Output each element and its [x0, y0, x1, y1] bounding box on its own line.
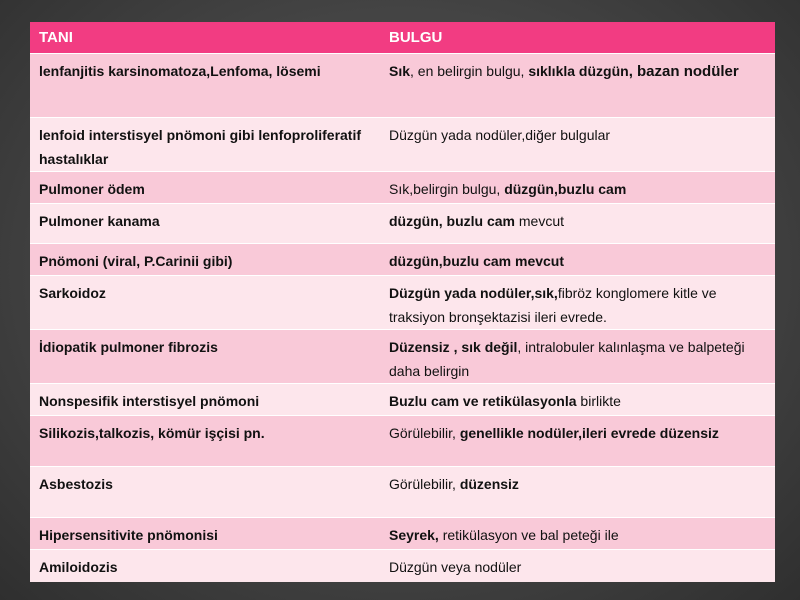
- finding-cell: Düzgün yada nodüler,diğer bulgular: [380, 118, 775, 172]
- header-diagnosis: TANI: [30, 22, 380, 54]
- table-row: [30, 276, 775, 330]
- diagnosis-cell: Silikozis,talkozis, kömür işçisi pn.: [30, 416, 380, 467]
- table-header-row: [30, 22, 775, 54]
- table-row: [30, 204, 775, 244]
- diagnosis-cell: Hipersensitivite pnömonisi: [30, 518, 380, 550]
- finding-cell: Düzensiz , sık değil, intralobuler kalınlaşma ve balpeteği daha belirgin: [380, 330, 775, 384]
- table-row: [30, 384, 775, 416]
- diagnosis-cell: İdiopatik pulmoner fibrozis: [30, 330, 380, 384]
- finding-cell: Buzlu cam ve retikülasyonla birlikte: [380, 384, 775, 416]
- table-row: [30, 244, 775, 276]
- finding-cell: düzgün,buzlu cam mevcut: [380, 244, 775, 276]
- finding-cell: Görülebilir, düzensiz: [380, 467, 775, 518]
- finding-cell: Seyrek, retikülasyon ve bal peteği ile: [380, 518, 775, 550]
- finding-cell: Görülebilir, genellikle nodüler,ileri evrede düzensiz: [380, 416, 775, 467]
- diagnosis-cell: Asbestozis: [30, 467, 380, 518]
- table-row: [30, 518, 775, 550]
- diagnosis-findings-table: [30, 22, 775, 582]
- diagnosis-cell: Nonspesifik interstisyel pnömoni: [30, 384, 380, 416]
- finding-cell: Düzgün veya nodüler: [380, 550, 775, 582]
- diagnosis-cell: Pulmoner ödem: [30, 172, 380, 204]
- table-row: [30, 172, 775, 204]
- table-row: [30, 416, 775, 467]
- table-row: [30, 118, 775, 172]
- finding-cell: düzgün, buzlu cam mevcut: [380, 204, 775, 244]
- diagnosis-cell: Pulmoner kanama: [30, 204, 380, 244]
- diagnosis-cell: Pnömoni (viral, P.Carinii gibi): [30, 244, 380, 276]
- header-finding: BULGU: [380, 22, 775, 54]
- finding-cell: Sık, en belirgin bulgu, sıklıkla düzgün, bazan nodüler: [380, 54, 775, 118]
- finding-cell: Sık,belirgin bulgu, düzgün,buzlu cam: [380, 172, 775, 204]
- diagnosis-cell: Sarkoidoz: [30, 276, 380, 330]
- diagnosis-cell: lenfoid interstisyel pnömoni gibi lenfoproliferatif hastalıklar: [30, 118, 380, 172]
- table-row: [30, 330, 775, 384]
- diagnosis-cell: Amiloidozis: [30, 550, 380, 582]
- table-row: [30, 467, 775, 518]
- table-row: [30, 54, 775, 118]
- diagnosis-cell: lenfanjitis karsinomatoza,Lenfoma, lösemi: [30, 54, 380, 118]
- finding-cell: Düzgün yada nodüler,sık,fibröz konglomere kitle ve traksiyon bronşektazisi ileri evrede.: [380, 276, 775, 330]
- table-row: [30, 550, 775, 582]
